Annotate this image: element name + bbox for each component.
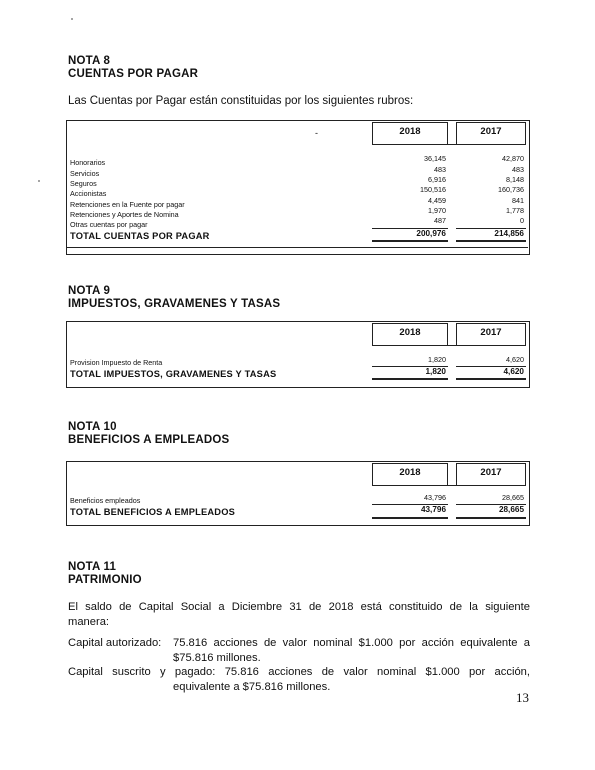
row-label: Accionistas	[70, 189, 107, 198]
capital-suscrito-label: Capital suscrito y pagado:	[68, 666, 216, 678]
page-number: 13	[516, 690, 529, 705]
scan-speck	[38, 180, 40, 182]
capital-suscrito-line1	[68, 665, 530, 680]
row-value-2018: 487	[434, 216, 446, 225]
row-value-2018: 150,516	[420, 185, 446, 194]
nota11-paragraph-line1: El saldo de Capital Social a Diciembre 31 de 2018 está constituido de la siguiente	[68, 601, 530, 613]
total-double-rule	[456, 240, 526, 242]
table-bottom-rule	[66, 247, 528, 248]
capital-autorizado-label: Capital autorizado:	[68, 637, 162, 649]
row-value-2017: 0	[520, 216, 524, 225]
year-header-2017: 2017	[456, 463, 526, 485]
total-double-rule	[372, 240, 448, 242]
row-value-2018: 6,916	[428, 175, 446, 184]
total-label: TOTAL CUENTAS POR PAGAR	[70, 231, 210, 241]
row-value-2017: 28,665	[502, 493, 524, 502]
nota9-number: NOTA 9	[68, 285, 111, 297]
header-divider	[372, 485, 526, 486]
total-double-rule	[456, 517, 526, 519]
scan-speck	[71, 18, 73, 20]
header-divider	[372, 345, 526, 346]
row-label: Retenciones en la Fuente por pagar	[70, 200, 185, 209]
capital-suscrito-text-line2: equivalente a $75.816 millones.	[173, 681, 331, 693]
row-value-2018: 4,459	[428, 196, 446, 205]
nota10-number: NOTA 10	[68, 421, 117, 433]
nota9-title: IMPUESTOS, GRAVAMENES Y TASAS	[68, 298, 281, 310]
row-value-2017: 8,148	[506, 175, 524, 184]
row-value-2017: 42,870	[502, 154, 524, 163]
row-value-2017: 4,620	[506, 355, 524, 364]
row-label: Provision Impuesto de Renta	[70, 358, 163, 367]
header-divider	[372, 144, 526, 145]
nota10-title: BENEFICIOS A EMPLEADOS	[68, 434, 230, 446]
row-value-2017: 160,736	[498, 185, 524, 194]
nota11-number: NOTA 11	[68, 561, 117, 573]
row-value-2018: 483	[434, 165, 446, 174]
row-label: Seguros	[70, 179, 97, 188]
row-value-2017: 841	[512, 196, 524, 205]
nota11-title: PATRIMONIO	[68, 574, 142, 586]
row-label: Retenciones y Aportes de Nomina	[70, 210, 179, 219]
nota11-paragraph-line2: manera:	[68, 616, 110, 628]
row-value-2018: 1,820	[428, 355, 446, 364]
row-value-2018: 1,970	[428, 206, 446, 215]
capital-autorizado-text-line2: $75.816 millones.	[173, 652, 261, 664]
total-label: TOTAL BENEFICIOS A EMPLEADOS	[70, 507, 236, 517]
row-value-2018: 36,145	[424, 154, 446, 163]
nota8-intro: Las Cuentas por Pagar están constituidas por los siguientes rubros:	[68, 95, 414, 107]
row-label: Servicios	[70, 169, 100, 178]
dash-mark: -	[315, 128, 318, 138]
total-value-2017: 28,665	[498, 505, 524, 514]
nota8-title: CUENTAS POR PAGAR	[68, 68, 199, 80]
total-double-rule	[456, 378, 526, 380]
row-value-2017: 483	[512, 165, 524, 174]
capital-autorizado-text-line1: 75.816 acciones de valor nominal $1.000 por acción equivalente a	[173, 637, 530, 649]
nota8-number: NOTA 8	[68, 55, 111, 67]
total-label: TOTAL IMPUESTOS, GRAVAMENES Y TASAS	[70, 369, 277, 379]
total-double-rule	[372, 378, 448, 380]
total-value-2018: 200,976	[416, 229, 446, 238]
total-value-2018: 1,820	[425, 367, 446, 376]
year-header-2017: 2017	[456, 323, 526, 345]
year-header-2018: 2018	[372, 463, 448, 485]
row-value-2017: 1,778	[506, 206, 524, 215]
year-header-2018: 2018	[372, 323, 448, 345]
row-label: Otras cuentas por pagar	[70, 220, 148, 229]
total-value-2017: 214,856	[494, 229, 524, 238]
capital-suscrito-text-line1: 75.816 acciones de valor nominal $1.000 por acción,	[224, 666, 530, 678]
row-value-2018: 43,796	[424, 493, 446, 502]
total-double-rule	[372, 517, 448, 519]
year-header-2017: 2017	[456, 122, 526, 144]
total-value-2018: 43,796	[420, 505, 446, 514]
row-label: Beneficios empleados	[70, 496, 141, 505]
row-label: Honorarios	[70, 158, 106, 167]
year-header-2018: 2018	[372, 122, 448, 144]
total-value-2017: 4,620	[503, 367, 524, 376]
